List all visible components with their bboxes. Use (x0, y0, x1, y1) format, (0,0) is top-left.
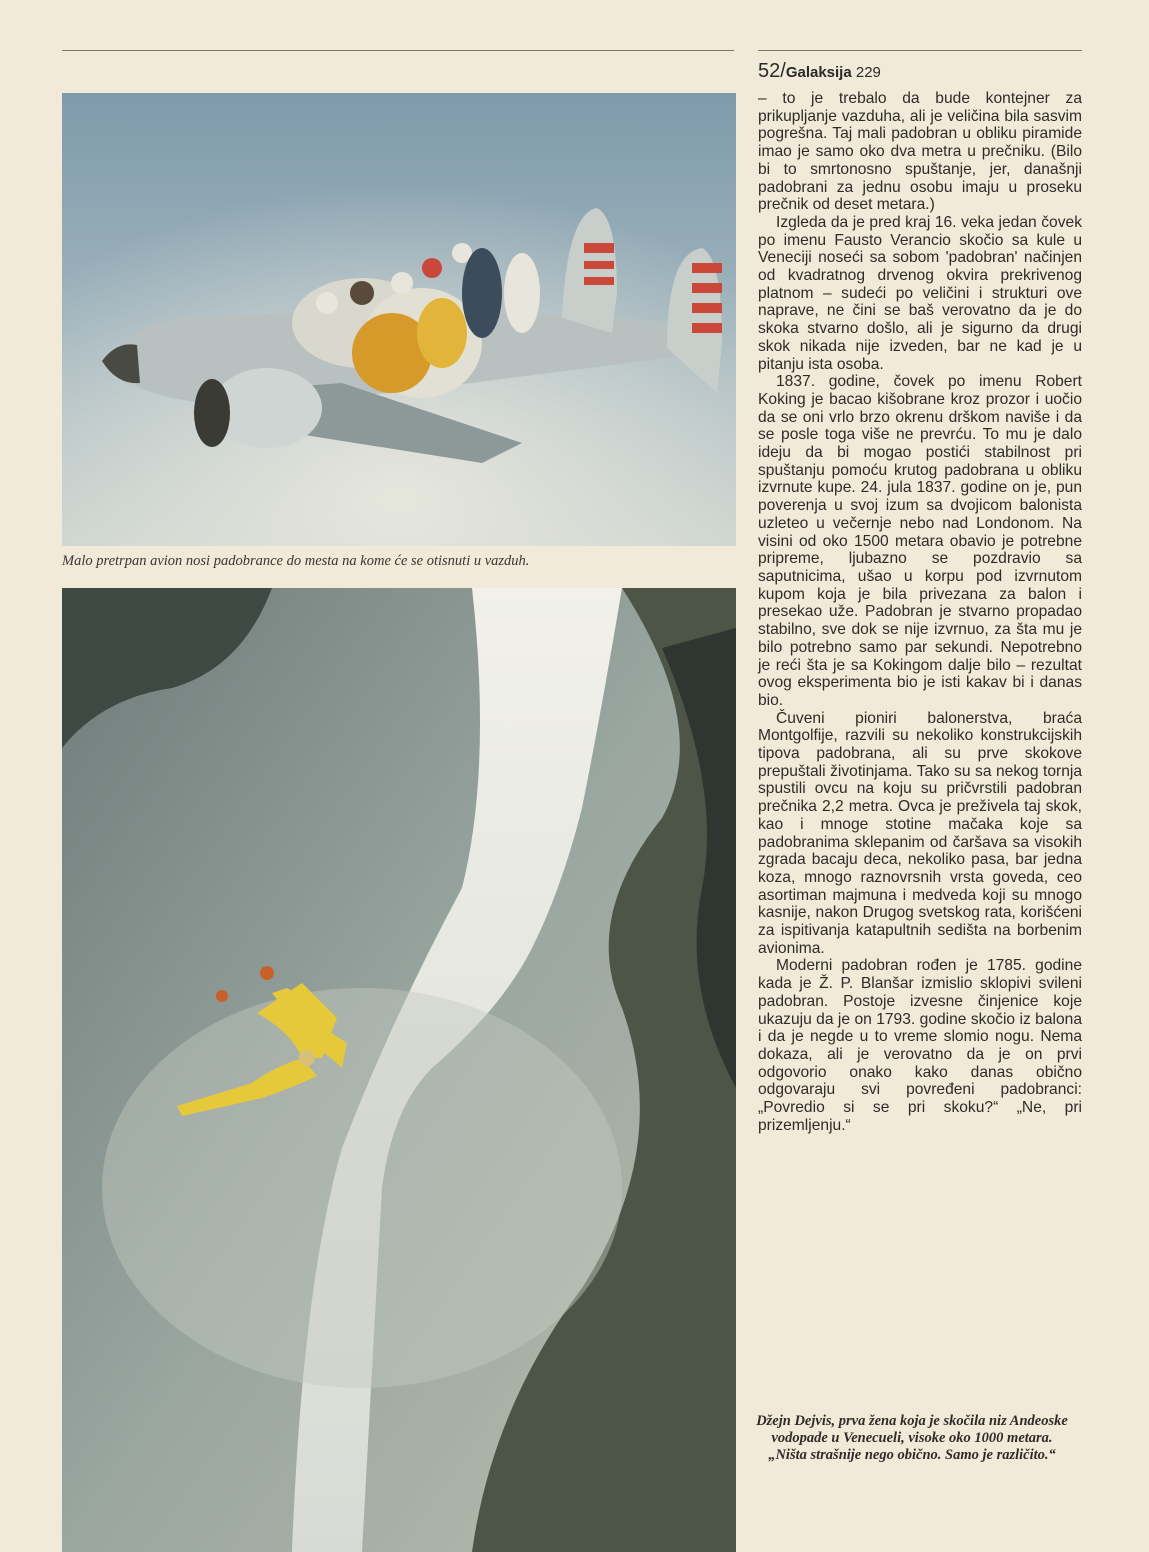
photo-airplane-skydivers (62, 93, 736, 546)
magazine-name: Galaksija (785, 64, 852, 81)
article-paragraph: Moderni padobran rođen je 1785. godine kada je Ž. P. Blanšar izmislio sklopivi svileni padobran. Postoje izvesne činjenice koje ukazuju da je on 1793. godine skočio iz balona i da je negde u to vreme slomio nogu. Nema dokaza, ali je verovatno da je on prvi odgovorio onako kako danas obično odgovaraju svi povređeni padobranci: „Povredio si se pri skoku?“ „Ne, pri prizemljenju.“ (758, 957, 1082, 1134)
article-paragraph: 1837. godine, čovek po imenu Robert Koking je bacao kišobrane kroz prozor i uočio da se oni vrlo brzo okrenu drškom naviše i da se posle toga više ne prevrću. To mu je dalo ideju da bi mogao postići stabilnost pri spuštanju pomoću krutog padobrana u obliku izvrnute kupe. 24. jula 1837. godine on je, pun poverenja u svoj izum sa dvojicom balonista uzleteo u večernje nebo nad Londonom. Na visini od oko 1500 metara obavio je potrebne pripreme, ljubazno se pozdravio sa saputnicima, ušao u korpu pod izvrnutom kupom koja je bila privezana za balon i presekao uže. Padobran je stvarno propadao stabilno, sve dok se nije izvrnuo, za šta mu je bilo potrebno samo par sekundi. Nepotrebno je reći šta je sa Kokingom dalje bilo – rezultat ovog eksperimenta bio je isti kakav bi i danas bio. (758, 373, 1082, 709)
issue-number: 52/ (758, 60, 786, 82)
article-paragraph: Izgleda da je pred kraj 16. veka jedan čovek po imenu Fausto Verancio skočio sa kule u Veneciji noseći sa sobom 'padobran' načinjen od kvadratnog drvenog okvira prekrivenog platnom – sudeći po veličini i strukturi ove naprave, ne čini se baš verovatno da je do skoka stvarno došlo, ali je sigurno da drugi skok nikada nije izveden, bar ne kad je u pitanju ista osoba. (758, 213, 1082, 373)
article-paragraph: – to je trebalo da bude kontejner za prikupljanje vazduha, ali je veličina bila sasvim pogrešna. Taj mali padobran u obliku piramide imao je samo oko dva metra u prečniku. (Bilo bi to smrtonosno spuštanje, jer, današnji padobrani za jednu osobu imaju u proseku prečnik od deset metara.) (758, 90, 1082, 214)
photo-waterfall-jumper (62, 588, 736, 1552)
page-header (758, 60, 881, 83)
top-rule-right (758, 50, 1082, 51)
photo-caption-bottom: Džejn Dejvis, prva žena koja je skočila niz Andeoske vodopade u Venecueli, visoke oko 1000 metara. „Ništa strašnije nego obično. Samo je različito.“ (756, 1413, 1068, 1463)
article-body (758, 90, 1082, 1134)
page-number: 229 (851, 64, 881, 81)
photo-caption-top: Malo pretrpan avion nosi padobrance do mesta na kome će se otisnuti u vazduh. (62, 553, 530, 569)
article-paragraph: Čuveni pioniri balonerstva, braća Montgolfije, razvili su nekoliko konstrukcijskih tipova padobrana, ali su prve skokove prepuštali životinjama. Tako su sa nekog tornja spustili ovcu na koju su pričvrstili padobran prečnika 2,2 metra. Ovca je preživela taj skok, kao i mnoge stotine mačaka koje sa padobranima sklepanim od čaršava sa visokih zgrada bacaju deca, nekoliko pasa, bar jedna koza, mnogo raznovrsnih vrsta goveda, ceo asortiman majmuna i medveda koji su mnogo kasnije, nakon Drugog svetskog rata, korišćeni za ispitivanja katapultnih sedišta na borbenim avionima. (758, 709, 1082, 957)
top-rule-left (62, 50, 734, 51)
